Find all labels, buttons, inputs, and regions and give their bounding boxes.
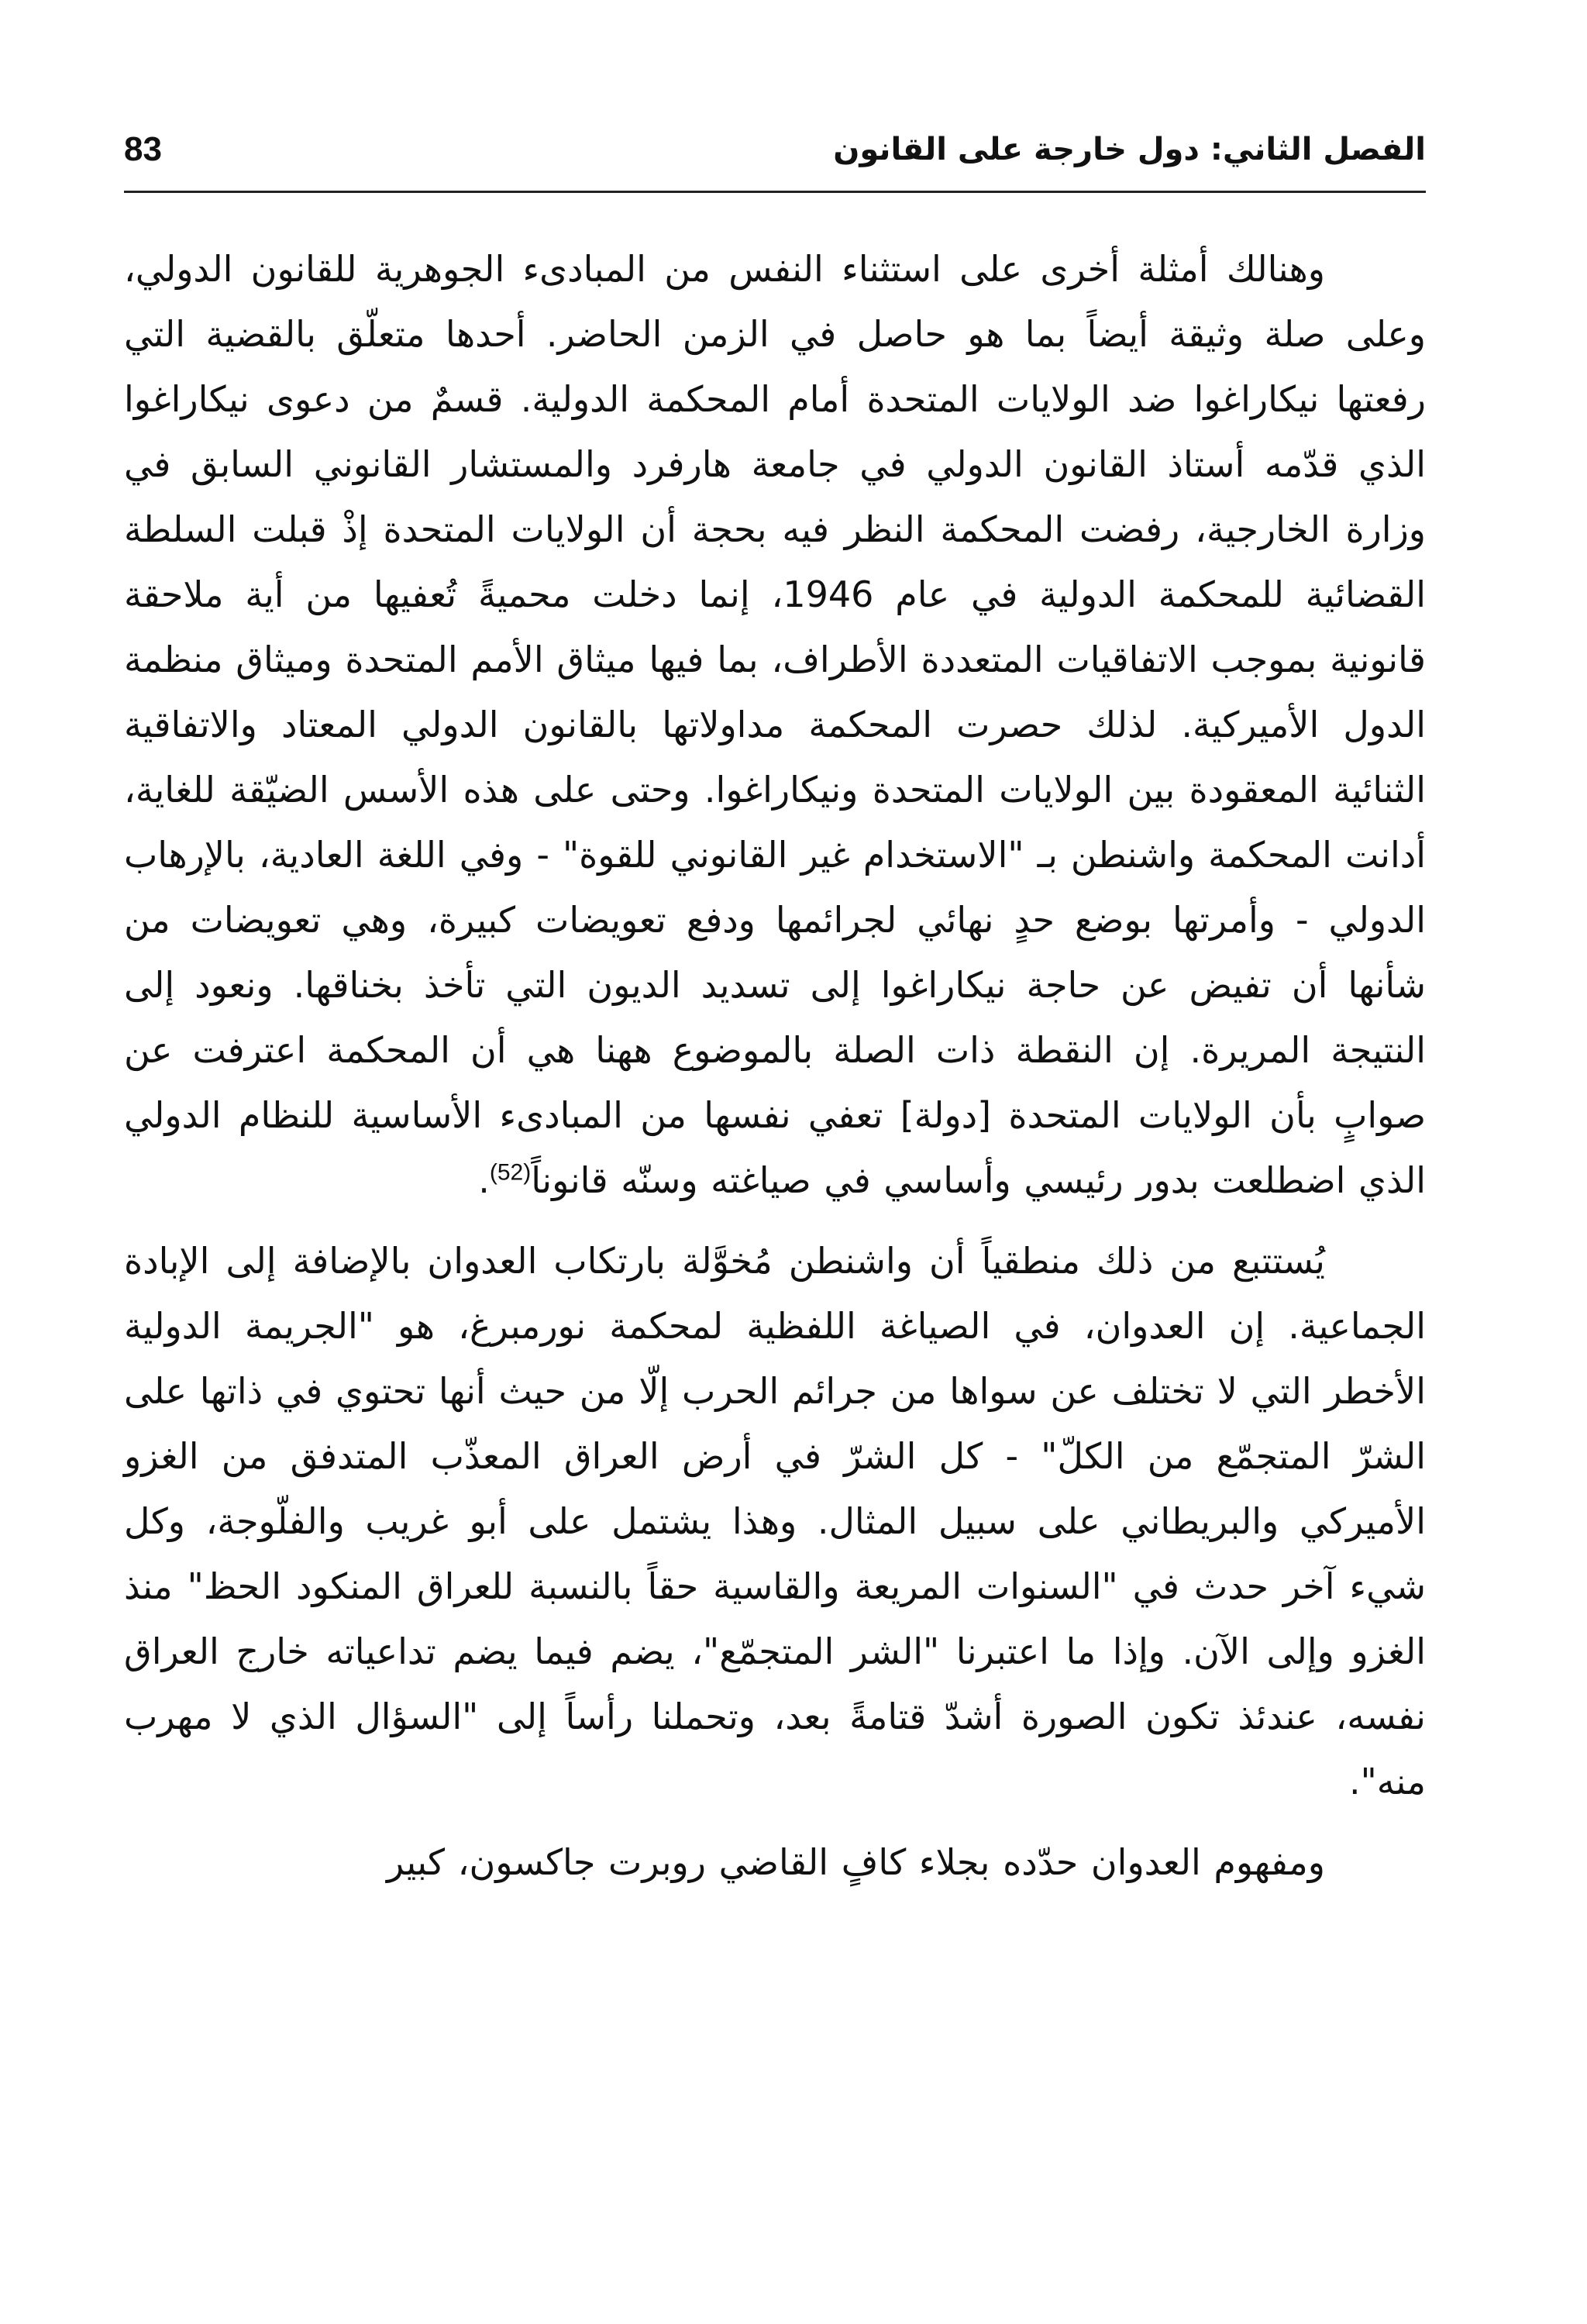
page-header: [124, 124, 1426, 186]
paragraph-1-tail: .: [478, 1159, 490, 1201]
paragraph-1: [124, 236, 1426, 1213]
paragraph-1-text: وهنالك أمثلة أخرى على استثناء النفس من المبادىء الجوهرية للقانون الدولي، وعلى صلة وثيقة أيضاً بما هو حاصل في الزمن الحاضر. أحدها متعلّق بالقضية التي رفعتها نيكاراغوا ضد الولايات المتحدة أمام المحكمة الدولية. قسمٌ من دعوى نيكاراغوا الذي قدّمه أستاذ القانون الدولي في جامعة هارفرد والمستشار القانوني السابق في وزارة الخارجية، رفضت المحكمة النظر فيه بحجة أن الولايات المتحدة إذْ قبلت السلطة القضائية للمحكمة الدولية في عام 1946، إنما دخلت محميةً تُعفيها من أية ملاحقة قانونية بموجب الاتفاقيات المتعددة الأطراف، بما فيها ميثاق الأمم المتحدة وميثاق منظمة الدول الأميركية. لذلك حصرت المحكمة مداولاتها بالقانون الدولي المعتاد والاتفاقية الثنائية المعقودة بين الولايات المتحدة ونيكاراغوا. وحتى على هذه الأسس الضيّقة للغاية، أدانت المحكمة واشنطن بـ "الاستخدام غير القانوني للقوة" - وفي اللغة العادية، بالإرهاب الدولي - وأمرتها بوضع حدٍ نهائي لجرائمها ودفع تعويضات كبيرة، وهي تعويضات من شأنها أن تفيض عن حاجة نيكاراغوا إلى تسديد الديون التي تأخذ بخناقها. ونعود إلى النتيجة المريرة. إن النقطة ذات الصلة بالموضوع ههنا هي أن المحكمة اعترفت عن صوابٍ بأن الولايات المتحدة [دولة] تعفي نفسها من المبادىء الأساسية للنظام الدولي الذي اضطلعت بدور رئيسي وأساسي في صياغته وسنّه قانوناً: [124, 248, 1426, 1201]
paragraph-2: [124, 1228, 1426, 1814]
page-number: 83: [124, 130, 162, 168]
paragraph-3-text: ومفهوم العدوان حدّده بجلاء كافٍ القاضي روبرت جاكسون، كبير: [386, 1841, 1325, 1883]
body-text: [124, 236, 1426, 1895]
paragraph-2-text: يُستتبع من ذلك منطقياً أن واشنطن مُخوَّلة بارتكاب العدوان بالإضافة إلى الإبادة الجماعية. إن العدوان، في الصياغة اللفظية لمحكمة نورمبرغ، هو "الجريمة الدولية الأخطر التي لا تختلف عن سواها من جرائم الحرب إلّا من حيث أنها تحتوي في ذاتها على الشرّ المتجمّع من الكلّ" - كل الشرّ في أرض العراق المعذّب المتدفق من الغزو الأميركي والبريطاني على سبيل المثال. وهذا يشتمل على أبو غريب والفلّوجة، وكل شيء آخر حدث في "السنوات المريعة والقاسية حقاً بالنسبة للعراق المنكود الحظ" منذ الغزو وإلى الآن. وإذا ما اعتبرنا "الشر المتجمّع"، يضم فيما يضم تداعياته خارج العراق نفسه، عندئذ تكون الصورة أشدّ قتامةً بعد، وتحملنا رأساً إلى "السؤال الذي لا مهرب منه".: [124, 1240, 1426, 1802]
paragraph-3: [124, 1830, 1426, 1895]
running-title: الفصل الثاني: دول خارجة على القانون: [833, 132, 1426, 167]
header-rule: [124, 191, 1426, 193]
footnote-reference: (52): [489, 1159, 532, 1186]
